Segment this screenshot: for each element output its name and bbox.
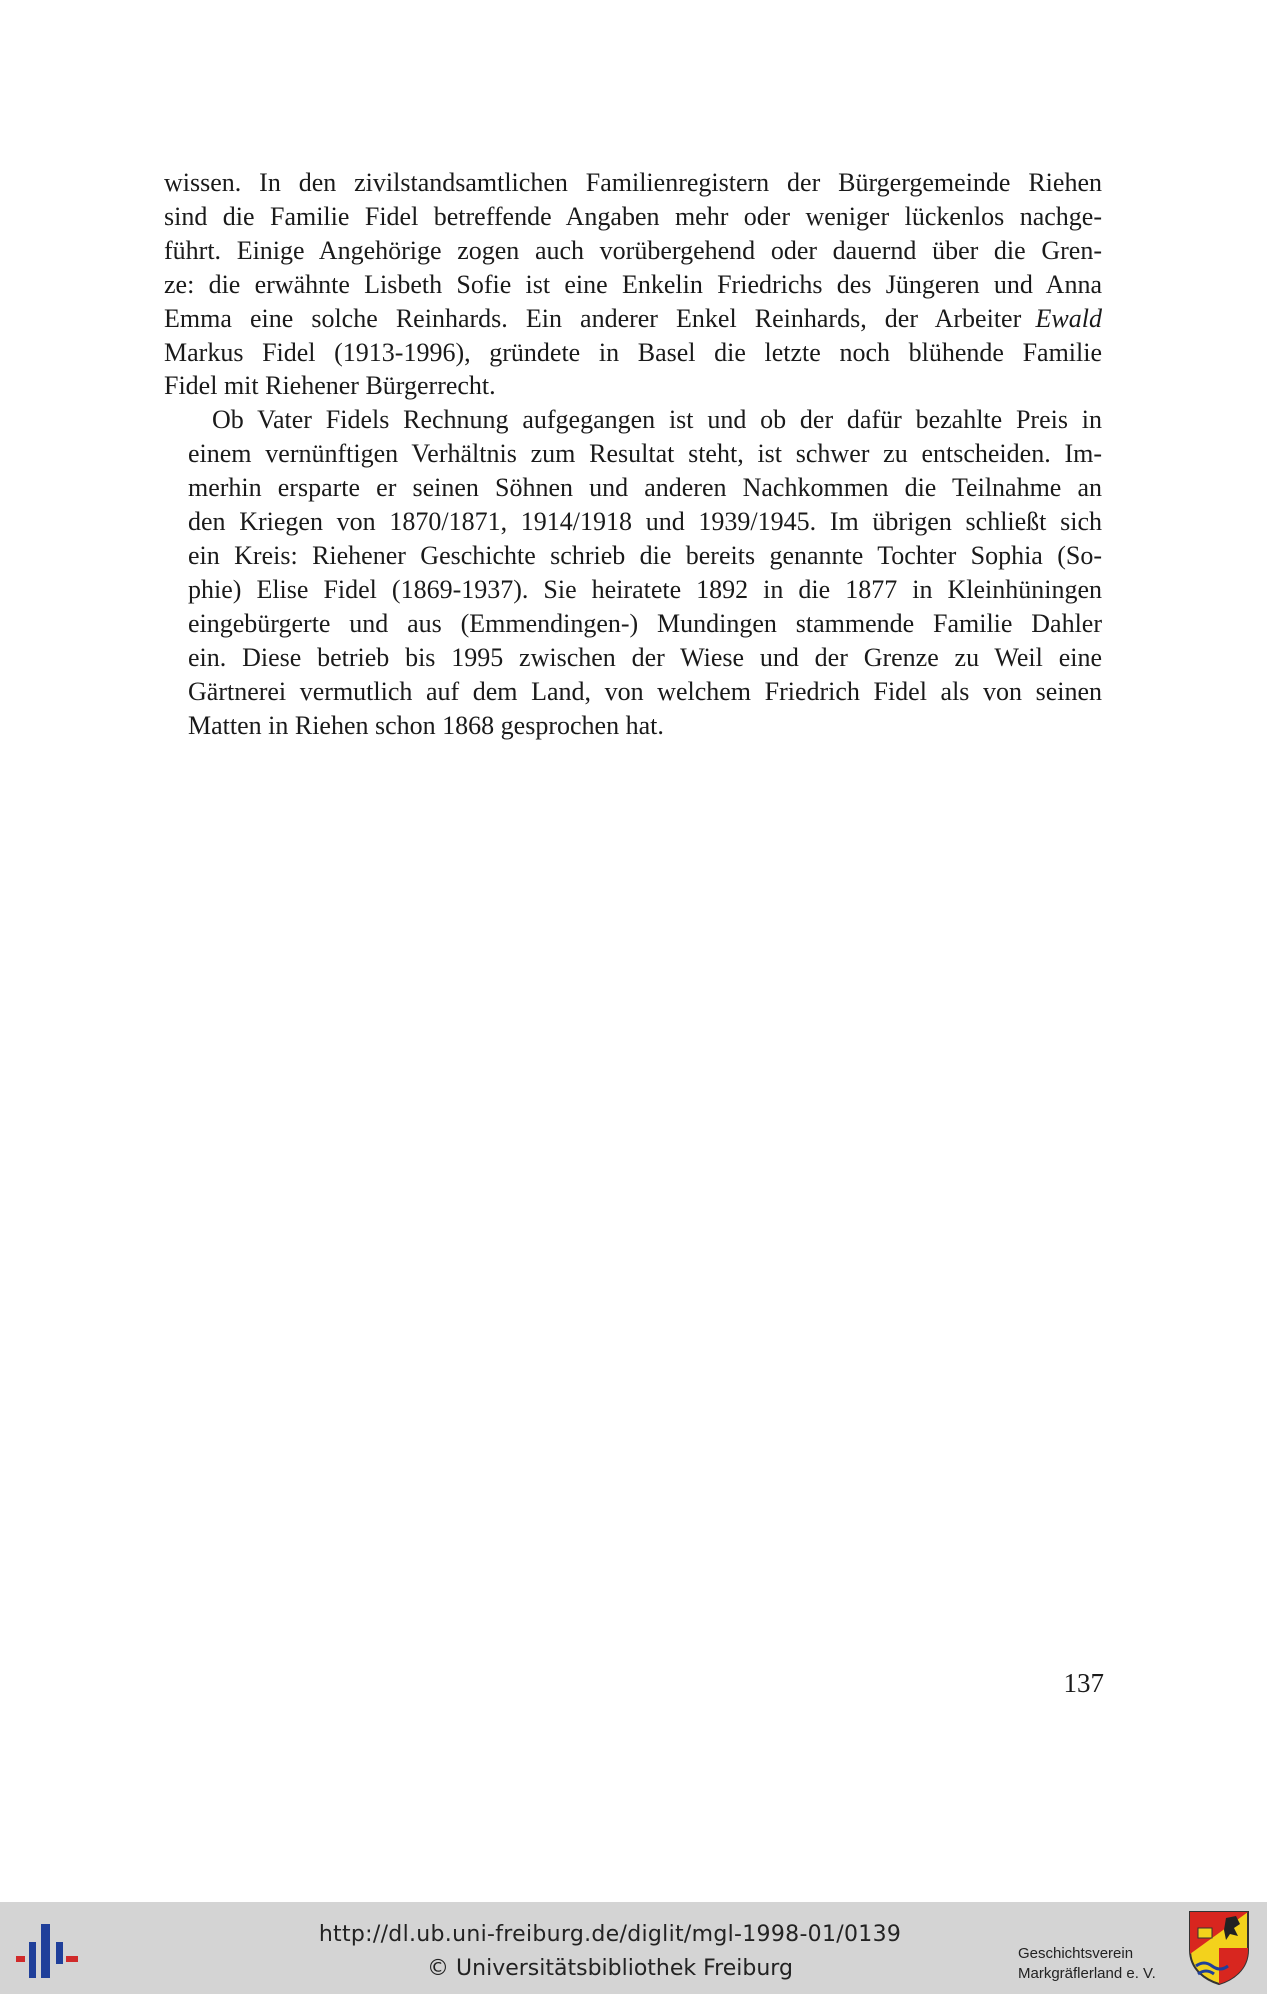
text-line: phie) Elise Fidel (1869-1937). Sie heiratete 1892 in die 1877 in Kleinhüningen [188,574,1102,604]
text-line: Matten in Riehen schon 1868 gesprochen hat. [188,710,664,740]
text-line: führt. Einige Angehörige zogen auch vorübergehend oder dauernd über die Gren- [164,235,1102,265]
society-name-line: Markgräflerland e. V. [1018,1965,1156,1982]
text-line: ein. Diese betrieb bis 1995 zwischen der Wiese und der Grenze zu Weil eine [188,642,1102,672]
text-line: ein Kreis: Riehener Geschichte schrieb die bereits genannte Tochter Sophia (So- [188,540,1102,570]
italic-name: Ewald [1035,303,1102,333]
copyright-notice: © Universitätsbibliothek Freiburg [427,1956,793,1981]
text-line: eingebürgerte und aus (Emmendingen-) Mundingen stammende Familie Dahler [188,608,1102,638]
ub-freiburg-logo-icon[interactable] [14,1918,84,1982]
paragraph-2 [164,403,1102,742]
page-number: 137 [1063,1668,1104,1698]
text-line: wissen. In den zivilstandsamtlichen Familienregistern der Bürgergemeinde Riehen [164,168,1102,197]
coat-of-arms-icon [1188,1910,1250,1986]
paragraph-1 [164,166,1102,403]
text-line: merhin ersparte er seinen Söhnen und anderen Nachkommen die Teilnahme an [188,473,1102,503]
society-name-line: Geschichtsverein [1018,1945,1134,1962]
text-line: den Kriegen von 1870/1871, 1914/1918 und 1939/1945. Im übrigen schließt sich [188,507,1102,537]
text-line: Ob Vater Fidels Rechnung aufgegangen ist und ob der dafür bezahlte Preis in [212,405,1102,435]
body-text [164,166,1102,742]
text-line: Markus Fidel (1913-1996), gründete in Basel die letzte noch blühende Familie [164,337,1102,367]
text-segment: Emma eine solche Reinhards. Ein anderer Enkel Reinhards, der Arbeiter [164,303,1022,333]
text-line: sind die Familie Fidel betreffende Angaben mehr oder weniger lückenlos nachge- [164,201,1102,231]
footer-bar [0,1902,1267,1994]
text-line: Gärtnerei vermutlich auf dem Land, von welchem Friedrich Fidel als von seinen [188,676,1102,706]
text-line [164,302,1102,336]
digital-copy-link[interactable]: http://dl.ub.uni-freiburg.de/diglit/mgl-1998-01/0139 [318,1922,902,1947]
text-line: einem vernünftigen Verhältnis zum Resultat steht, ist schwer zu entscheiden. Im- [188,439,1102,469]
society-name [1018,1944,1188,1984]
text-line: ze: die erwähnte Lisbeth Sofie ist eine Enkelin Friedrichs des Jüngeren und Anna [164,269,1102,299]
text-line: Fidel mit Riehener Bürgerrecht. [164,371,496,401]
